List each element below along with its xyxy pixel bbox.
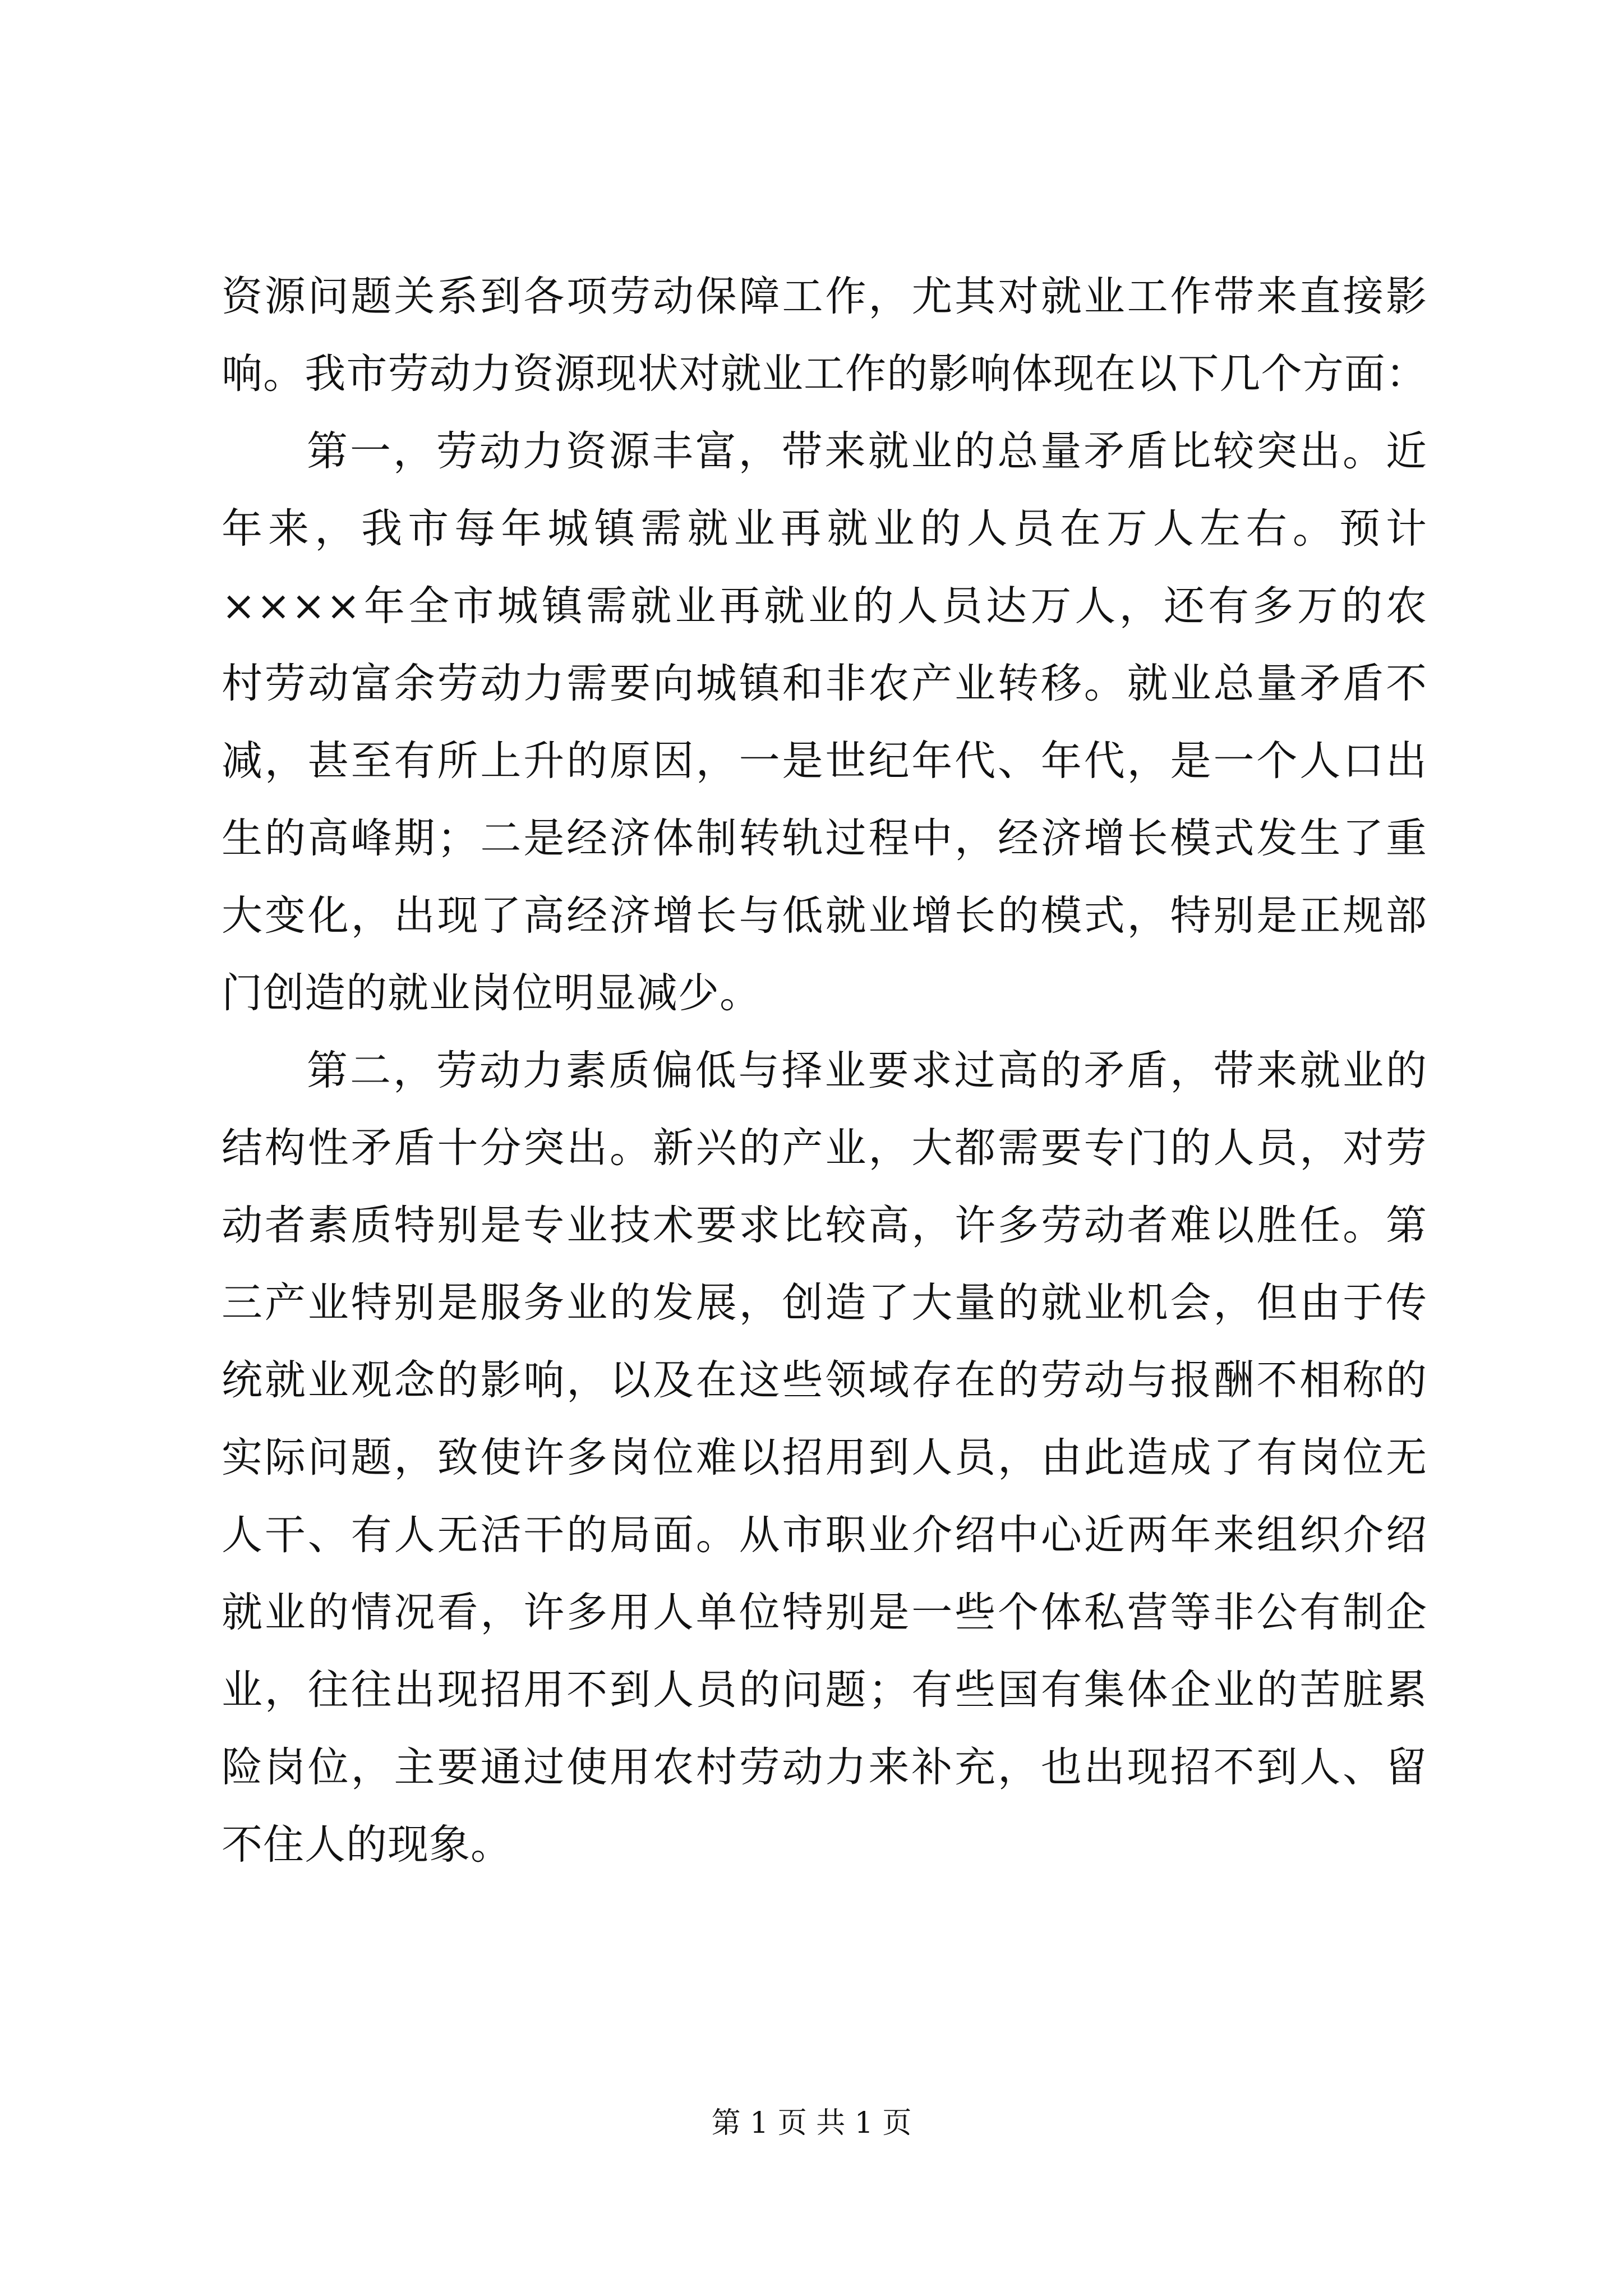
- paragraph-3-line-10: 险岗位，主要通过使用农村劳动力来补充，也出现招不到人、留: [222, 1743, 1427, 1791]
- paragraph-2-line-5: 减，甚至有所上升的原因，一是世纪年代、年代，是一个人口出: [222, 737, 1427, 785]
- paragraph-1-line-1: 资源问题关系到各项劳动保障工作，尤其对就业工作带来直接影: [222, 273, 1427, 320]
- paragraph-2-line-4: 村劳动富余劳动力需要向城镇和非农产业转移。就业总量矛盾不: [222, 660, 1427, 707]
- paragraph-3-line-5: 统就业观念的影响，以及在这些领域存在的劳动与报酬不相称的: [222, 1356, 1427, 1404]
- paragraph-2-line-1: 第一，劳动力资源丰富，带来就业的总量矛盾比较突出。近: [307, 427, 1427, 475]
- paragraph-3-line-3: 动者素质特别是专业技术要求比较高，许多劳动者难以胜任。第: [222, 1202, 1427, 1249]
- paragraph-3-line-11: 不住人的现象。: [222, 1821, 512, 1869]
- paragraph-3-line-1: 第二，劳动力素质偏低与择业要求过高的矛盾，带来就业的: [307, 1047, 1427, 1094]
- paragraph-2-line-8: 门创造的就业岗位明显减少。: [222, 969, 761, 1017]
- paragraph-3-line-6: 实际问题，致使许多岗位难以招用到人员，由此造成了有岗位无: [222, 1434, 1427, 1481]
- paragraph-2-line-7: 大变化，出现了高经济增长与低就业增长的模式，特别是正规部: [222, 892, 1427, 940]
- paragraph-2-line-3: ××××年全市城镇需就业再就业的人员达万人，还有多万的农: [222, 582, 1427, 630]
- paragraph-3-line-2: 结构性矛盾十分突出。新兴的产业，大都需要专门的人员，对劳: [222, 1124, 1427, 1172]
- paragraph-3-line-8: 就业的情况看，许多用人单位特别是一些个体私营等非公有制企: [222, 1589, 1427, 1636]
- paragraph-2-line-2: 年来，我市每年城镇需就业再就业的人员在万人左右。预计: [222, 505, 1427, 553]
- paragraph-1-line-2: 响。我市劳动力资源现状对就业工作的影响体现在以下几个方面：: [222, 350, 1427, 398]
- document-body: [222, 258, 1427, 1884]
- paragraph-3-line-9: 业，往往出现招用不到人员的问题；有些国有集体企业的苦脏累: [222, 1666, 1427, 1714]
- paragraph-3-line-4: 三产业特别是服务业的发展，创造了大量的就业机会，但由于传: [222, 1279, 1427, 1327]
- page-number-footer: 第 1 页 共 1 页: [711, 2106, 912, 2140]
- paragraph-2-line-6: 生的高峰期；二是经济体制转轨过程中，经济增长模式发生了重: [222, 815, 1427, 862]
- paragraph-3-line-7: 人干、有人无活干的局面。从市职业介绍中心近两年来组织介绍: [222, 1511, 1427, 1559]
